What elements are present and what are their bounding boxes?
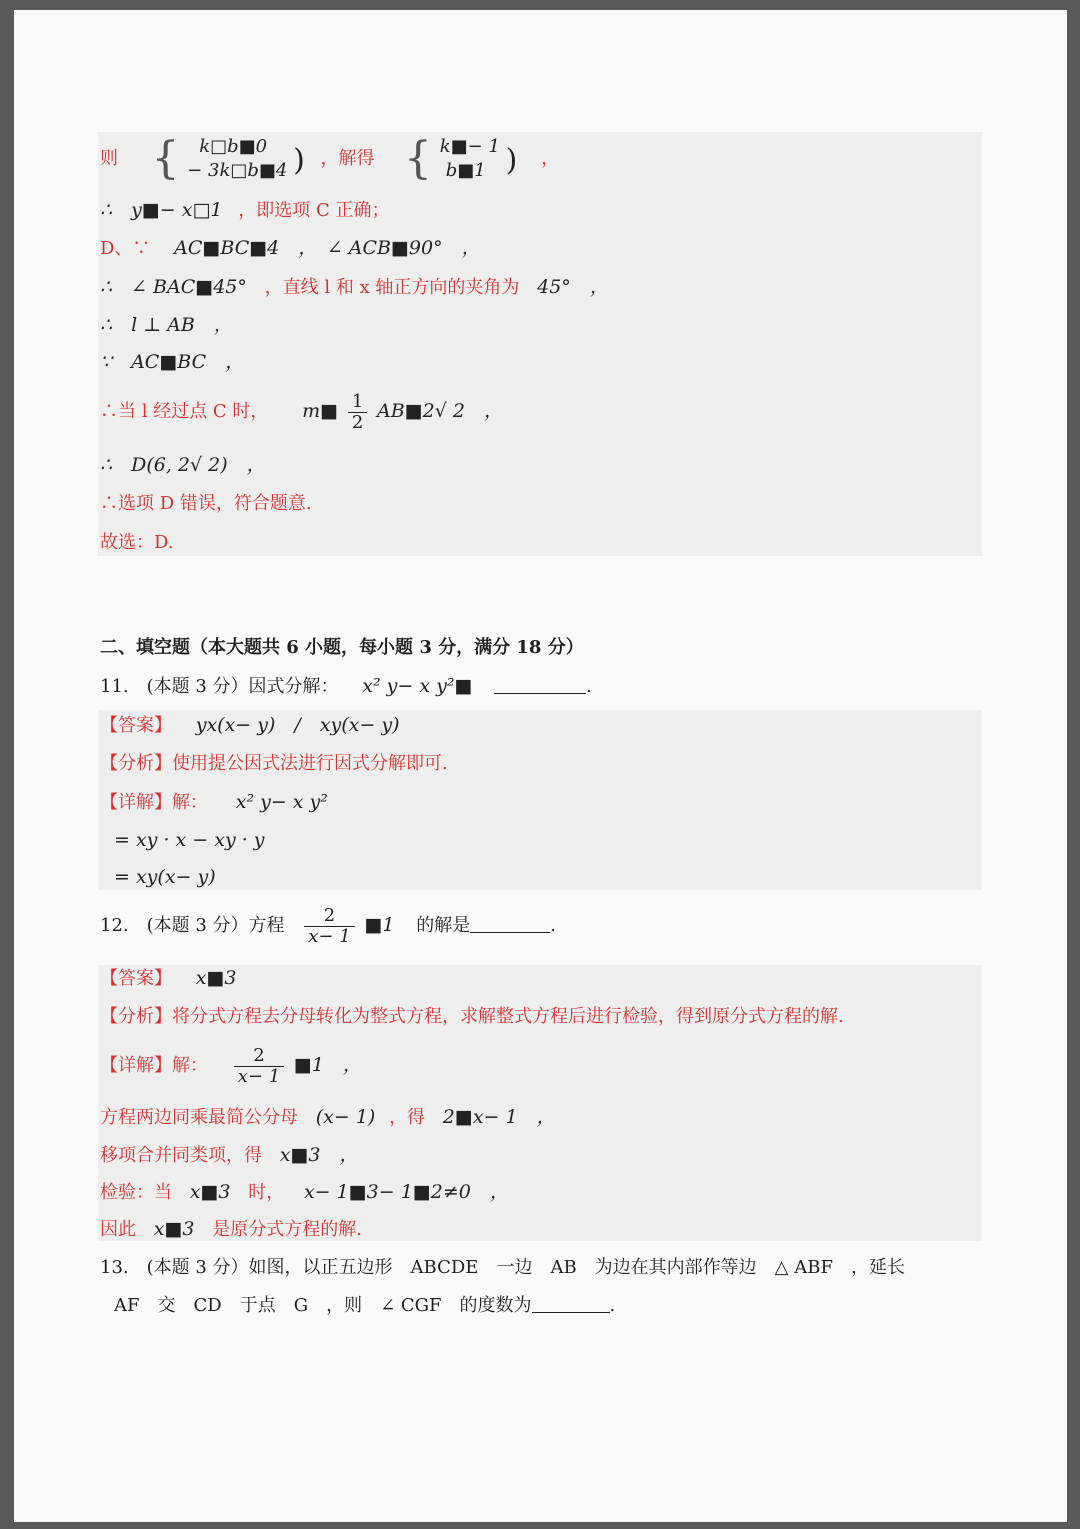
document-page bbox=[14, 10, 1067, 1522]
system-brace: { bbox=[151, 133, 180, 184]
solution-line-1: 则 { k□b■0 − 3k□b■4 ) ，解得 { k■− 1 b■1 ) ， bbox=[100, 133, 560, 184]
solution-line-4: ∴ ∠ BAC■45° ，直线 l 和 x 轴正方向的夹角为 45° ， bbox=[100, 276, 609, 298]
q11-step-1: = xy · x − xy · y bbox=[114, 829, 265, 851]
answer-blank bbox=[470, 917, 550, 933]
system-brace: { bbox=[404, 133, 433, 184]
q12-answer: 【答案】 x■3 bbox=[100, 967, 237, 989]
fraction: $\frac{2}{x- 1}$ bbox=[304, 906, 354, 947]
solution-line-7: ∴当 l 经过点 C 时， m■ $\frac{1}{2}$ AB■2√ 2 ， bbox=[100, 390, 504, 433]
q12-analysis: 【分析】将分式方程去分母转化为整式方程，求解整式方程后进行检验，得到原分式方程的解. bbox=[100, 1006, 844, 1027]
q11-detail: 【详解】解： x² y− x y² bbox=[100, 791, 328, 813]
final-choice: 故选：D. bbox=[100, 532, 174, 553]
fraction-one-half: $\frac{1}{2}$ bbox=[348, 392, 367, 433]
answer-blank bbox=[494, 678, 586, 694]
question-12: 12. (本题 3 分）方程 $\frac{2}{x- 1}$ ■1 的解是 . bbox=[100, 904, 556, 947]
label-ze: 则 bbox=[100, 148, 118, 169]
answer-blank bbox=[532, 1297, 610, 1313]
q12-step-1: 方程两边同乘最简公分母 (x− 1) ，得 2■x− 1 ， bbox=[100, 1106, 556, 1128]
solution-line-3: D、∵ AC■BC■4 ， ∠ ACB■90° ， bbox=[100, 237, 481, 259]
equation-system-1: k□b■0 − 3k□b■4 bbox=[187, 136, 288, 181]
text-jiede: ，解得 bbox=[320, 148, 375, 169]
solution-line-2: ∴ y■− x□1 ，即选项 C 正确； bbox=[100, 199, 390, 221]
solution-line-9: ∴选项 D 错误，符合题意. bbox=[100, 493, 312, 514]
solution-line-6: ∵ AC■BC ， bbox=[100, 351, 245, 373]
q12-step-4: 因此 x■3 是原分式方程的解. bbox=[100, 1218, 362, 1240]
question-13-line-1: 13. (本题 3 分）如图，以正五边形 ABCDE 一边 AB 为边在其内部作等边 △ ABF ，延长 bbox=[100, 1257, 905, 1278]
question-11: 11. (本题 3 分）因式分解： x² y− x y²■ . bbox=[100, 675, 592, 697]
section-title: 二、填空题（本大题共 6 小题，每小题 3 分，满分 18 分） bbox=[100, 637, 584, 658]
answer-tag: 【答案】 bbox=[100, 715, 172, 736]
q12-step-2: 移项合并同类项，得 x■3 ， bbox=[100, 1144, 359, 1166]
q11-answer: 【答案】 yx(x− y) / xy(x− y) bbox=[100, 714, 400, 736]
q11-analysis: 【分析】使用提公因式法进行因式分解即可. bbox=[100, 753, 448, 774]
solution-line-5: ∴ l ⊥ AB ， bbox=[100, 314, 233, 336]
q12-step-3: 检验：当 x■3 时， x− 1■3− 1■2≠0 ， bbox=[100, 1181, 509, 1203]
solution-line-8: ∴ D(6, 2√ 2) ， bbox=[100, 454, 266, 476]
question-13-line-2: AF 交 CD 于点 G ，则 ∠ CGF 的度数为 . bbox=[114, 1295, 616, 1316]
q12-detail: 【详解】解： $\frac{2}{x- 1}$ ■1 ， bbox=[100, 1044, 362, 1087]
equation-system-2: k■− 1 b■1 bbox=[439, 136, 500, 181]
q11-step-2: = xy(x− y) bbox=[114, 866, 216, 888]
